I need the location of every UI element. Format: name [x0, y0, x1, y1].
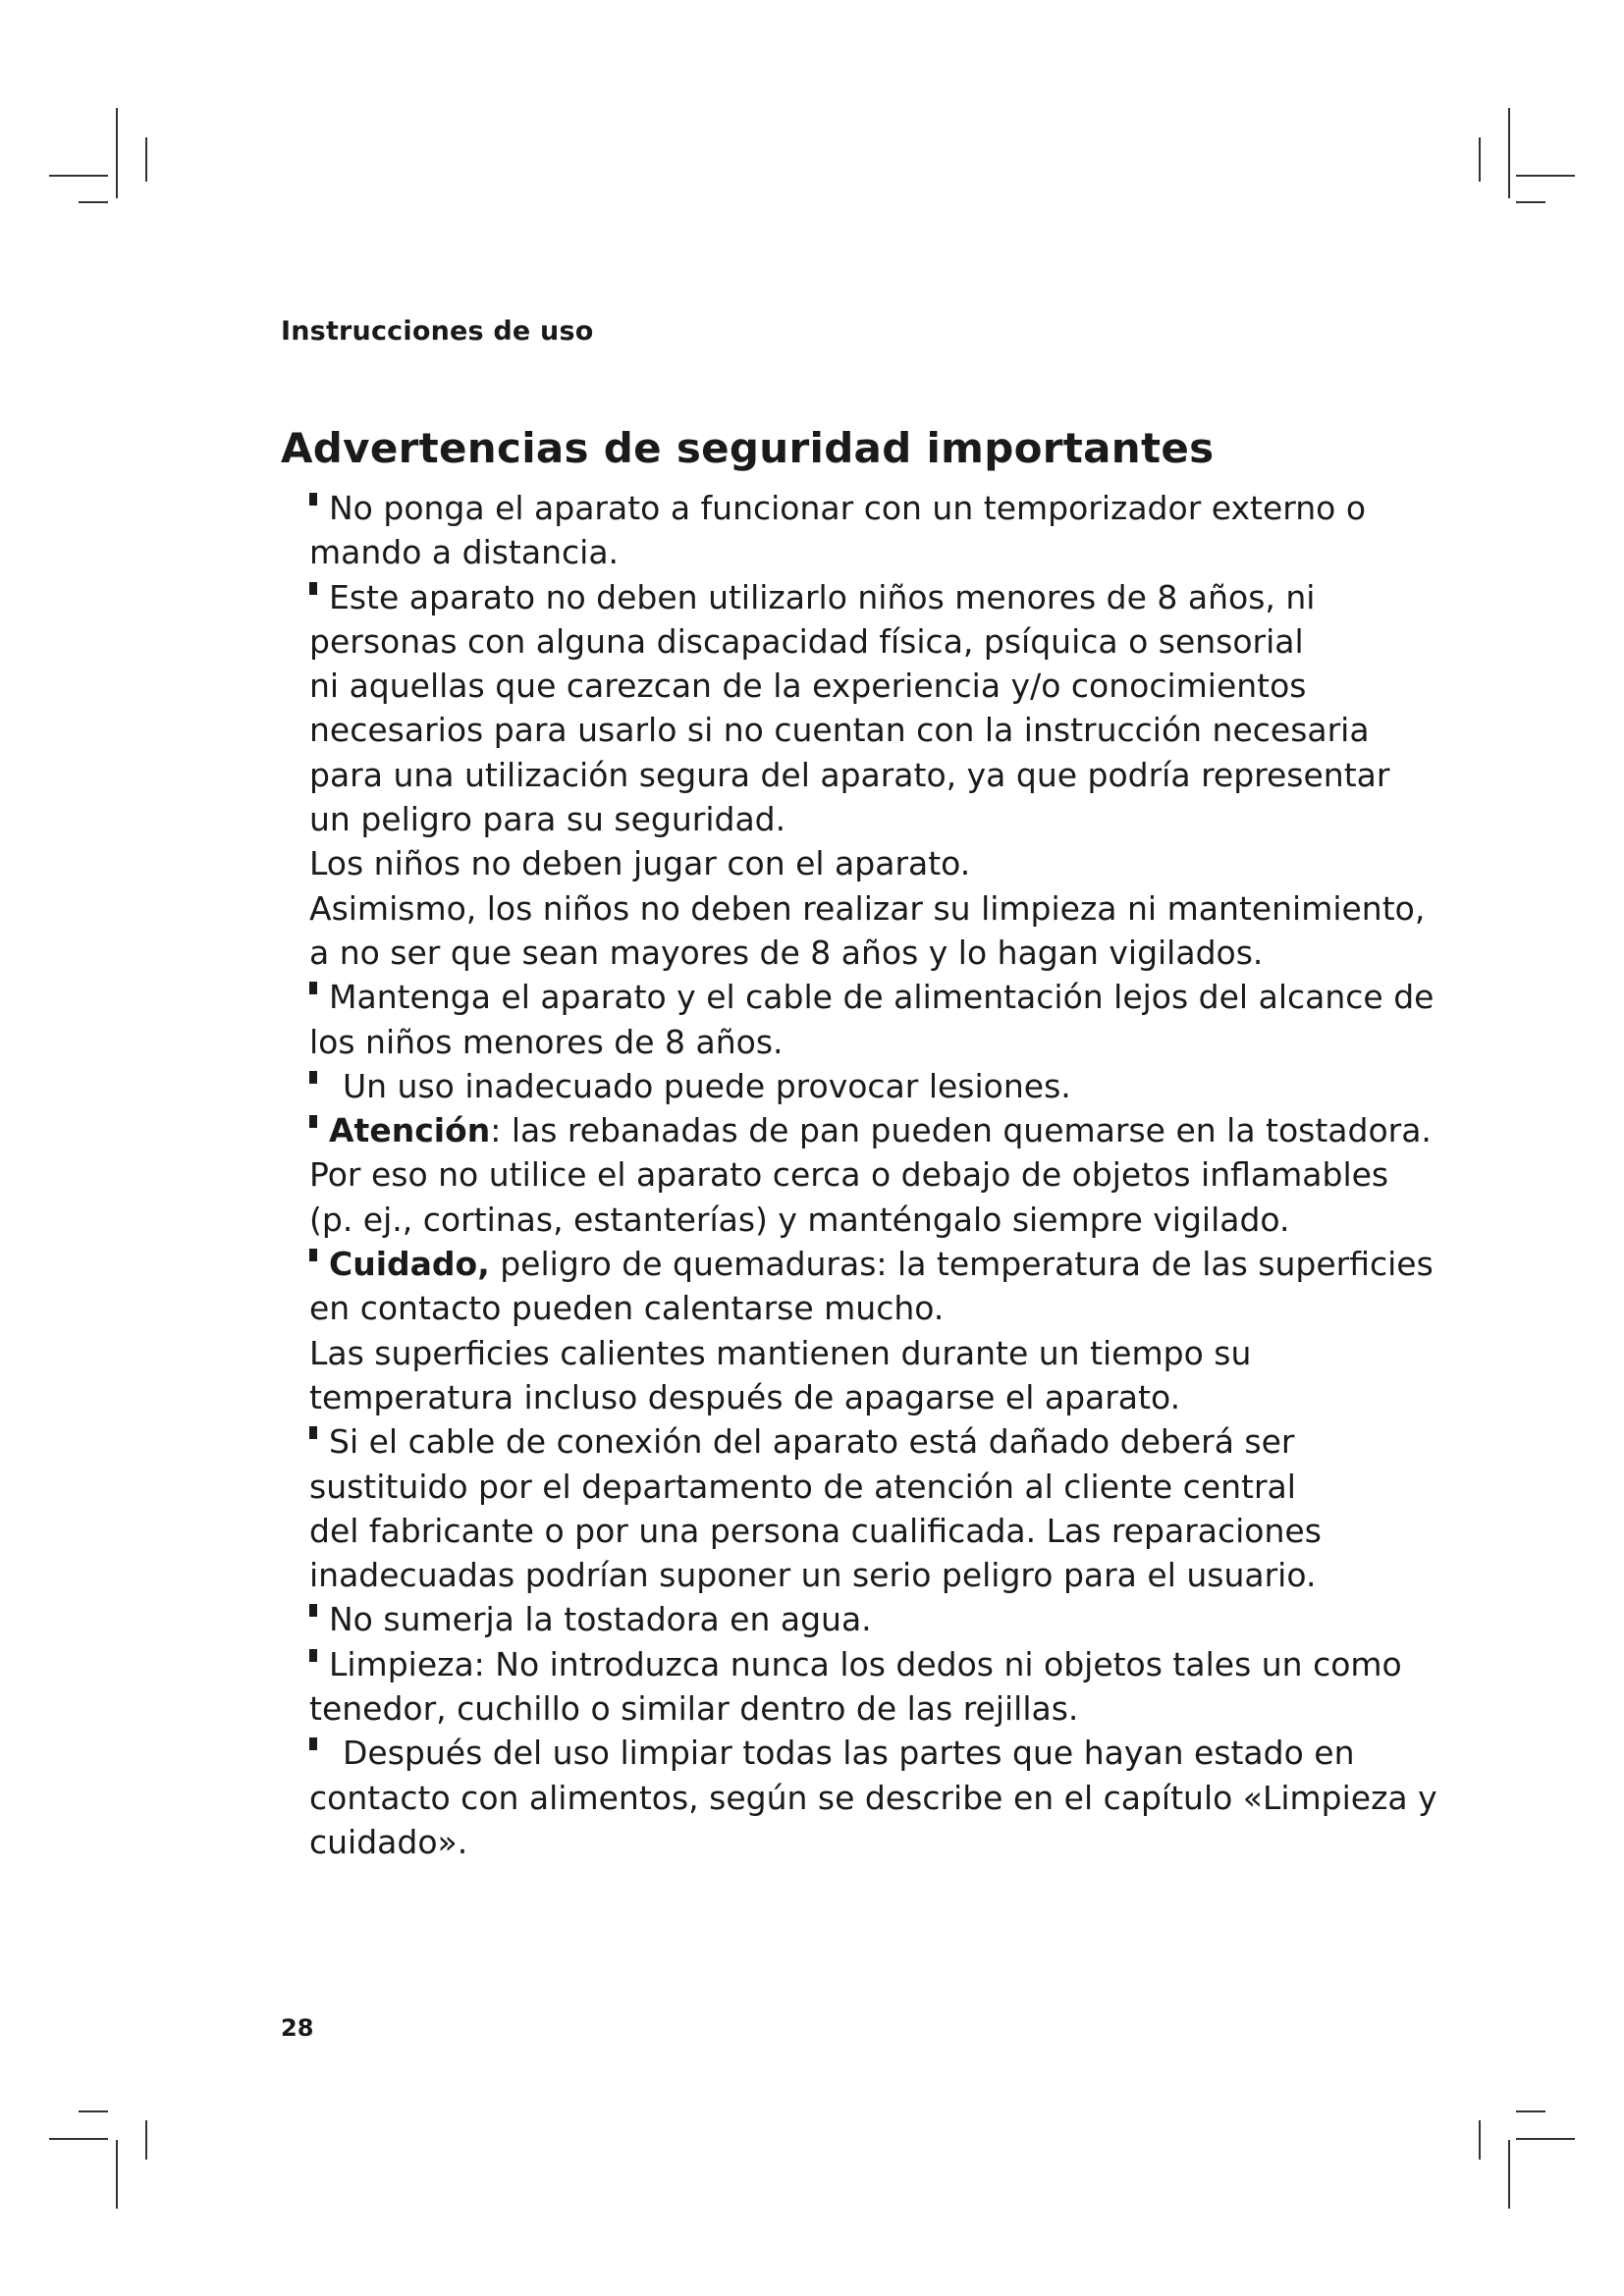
list-item: Este aparato no deben utilizarlo niños menores de 8 años, ni — [309, 575, 1438, 619]
crop-mark — [1479, 137, 1481, 182]
text-line: Los niños no deben jugar con el aparato. — [309, 844, 971, 883]
text-line: Asimismo, los niños no deben realizar su limpieza ni mantenimiento, — [309, 888, 1426, 928]
text-line: Por eso no utilice el aparato cerca o debajo de objetos inflamables — [309, 1155, 1389, 1195]
emphasis-label: Atención — [329, 1111, 491, 1150]
text-line: necesarios para usarlo si no cuentan con la instrucción necesaria — [309, 711, 1370, 750]
crop-mark — [1508, 2140, 1510, 2209]
text-line: un peligro para su seguridad. — [309, 800, 786, 839]
crop-mark — [116, 2140, 118, 2209]
bullet-icon — [309, 1649, 317, 1662]
safety-warnings-list — [309, 486, 1438, 1864]
running-header: Instrucciones de uso — [281, 316, 594, 347]
list-item: Limpieza: No introduzca nunca los dedos ni objetos tales un como — [309, 1642, 1438, 1686]
text-line: tenedor, cuchillo o similar dentro de las rejillas. — [309, 1689, 1079, 1729]
text-line: cuidado». — [309, 1822, 468, 1861]
bullet-icon — [309, 1604, 317, 1617]
page-number: 28 — [281, 2014, 314, 2042]
bullet-icon — [309, 1071, 317, 1084]
section-title: Advertencias de seguridad importantes — [281, 424, 1215, 472]
list-item: Cuidado, peligro de quemaduras: la temperatura de las superficies — [309, 1242, 1438, 1286]
crop-mark — [145, 137, 147, 182]
emphasis-label: Cuidado, — [329, 1245, 490, 1284]
bullet-icon — [309, 493, 317, 506]
list-item: No ponga el aparato a funcionar con un temporizador externo o — [309, 486, 1438, 530]
text-line: contacto con alimentos, según se describe en el capítulo «Limpieza y — [309, 1778, 1437, 1817]
list-item: Mantenga el aparato y el cable de alimentación lejos del alcance de — [309, 975, 1438, 1019]
bullet-icon — [309, 1115, 317, 1128]
list-item: Atención: las rebanadas de pan pueden quemarse en la tostadora. — [309, 1108, 1438, 1152]
crop-mark — [1516, 2110, 1545, 2112]
text-line: en contacto pueden calentarse mucho. — [309, 1289, 945, 1328]
text-line: inadecuadas podrían suponer un serio peligro para el usuario. — [309, 1556, 1317, 1595]
text-line: para una utilización segura del aparato, ya que podría representar — [309, 755, 1390, 794]
text-line: ni aquellas que carezcan de la experiencia y/o conocimientos — [309, 667, 1307, 706]
bullet-icon — [309, 1426, 317, 1439]
list-item: Si el cable de conexión del aparato está dañado deberá ser — [309, 1419, 1438, 1464]
crop-mark — [1516, 175, 1575, 177]
text-line: del fabricante o por una persona cualificada. Las reparaciones — [309, 1511, 1322, 1550]
text-line: sustituido por el departamento de atención al cliente central — [309, 1467, 1296, 1506]
text-line: Las superficies calientes mantienen durante un tiempo su — [309, 1333, 1252, 1372]
crop-mark — [79, 201, 108, 203]
crop-mark — [145, 2120, 147, 2160]
list-item: Después del uso limpiar todas las partes que hayan estado en — [309, 1731, 1438, 1775]
bullet-icon — [309, 582, 317, 595]
list-item: Un uso inadecuado puede provocar lesiones. — [309, 1064, 1438, 1108]
bullet-icon — [309, 1249, 317, 1261]
text-line: personas con alguna discapacidad física, psíquica o sensorial — [309, 621, 1304, 661]
crop-mark — [49, 175, 108, 177]
crop-mark — [1516, 2138, 1575, 2140]
crop-mark — [79, 2110, 108, 2112]
text-line: (p. ej., cortinas, estanterías) y manténgalo siempre vigilado. — [309, 1200, 1290, 1239]
crop-mark — [1479, 2120, 1481, 2160]
text-line: los niños menores de 8 años. — [309, 1022, 784, 1061]
crop-mark — [1508, 108, 1510, 198]
text-line: a no ser que sean mayores de 8 años y lo hagan vigilados. — [309, 933, 1264, 972]
bullet-icon — [309, 982, 317, 994]
text-line: mando a distancia. — [309, 533, 620, 572]
bullet-icon — [309, 1737, 317, 1750]
crop-mark — [49, 2138, 108, 2140]
crop-mark — [1516, 201, 1545, 203]
crop-mark — [116, 108, 118, 198]
text-line: temperatura incluso después de apagarse el aparato. — [309, 1377, 1181, 1416]
list-item: No sumerja la tostadora en agua. — [309, 1597, 1438, 1641]
